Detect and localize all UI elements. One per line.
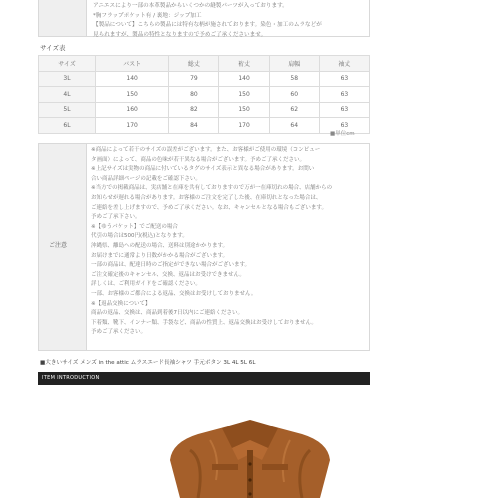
table-row bbox=[39, 102, 370, 118]
size-cell: 64 bbox=[269, 118, 319, 134]
size-cell: 170 bbox=[219, 118, 269, 134]
size-cell: 150 bbox=[96, 87, 169, 103]
notes-line: お知らせが遅れる場合があります。お客様のご注文を完了した後、在庫切れとなった場合は、 bbox=[91, 194, 322, 201]
description-line: *胸フラップポケット有 / 裏地：ジップ加工 bbox=[93, 12, 202, 19]
table-row bbox=[39, 71, 370, 87]
notes-line: ※【返品交換について】 bbox=[91, 300, 151, 307]
notes-line: 一部の商品は、配達日時のご指定ができない場合がございます。 bbox=[91, 262, 251, 269]
size-header-cell: 総丈 bbox=[169, 56, 219, 72]
notes-line: 沖縄県、離島への配送の場合、送料は別途かかります。 bbox=[91, 242, 229, 249]
notes-box bbox=[38, 143, 370, 351]
notes-line: ※【ゆうパケット】でご配送の場合 bbox=[91, 223, 178, 230]
table-row bbox=[39, 118, 370, 134]
size-unit-note: ■単位cm bbox=[330, 131, 355, 137]
size-cell: 63 bbox=[319, 118, 369, 134]
notes-line: 下着類、靴下、インナー類、手袋など、商品の性質上、返品交換はお受けしておりません。 bbox=[91, 319, 317, 326]
notes-line: 合い商品詳細ページの記載をご確認下さい。 bbox=[91, 175, 201, 182]
size-header-cell: サイズ bbox=[39, 56, 96, 72]
size-cell: 6L bbox=[39, 118, 96, 134]
size-cell: 63 bbox=[319, 71, 369, 87]
size-cell: 79 bbox=[169, 71, 219, 87]
size-cell: 3L bbox=[39, 71, 96, 87]
size-cell: 60 bbox=[269, 87, 319, 103]
description-line: 見られますが、製品の特性となりますので予めご了承くださいませ。 bbox=[93, 31, 267, 38]
size-table bbox=[38, 55, 370, 134]
size-cell: 170 bbox=[96, 118, 169, 134]
size-cell: 80 bbox=[169, 87, 219, 103]
item-introduction-label: ITEM INTRODUCTION bbox=[42, 375, 100, 381]
size-cell: 140 bbox=[96, 71, 169, 87]
notes-label: ご注意 bbox=[49, 242, 68, 249]
size-cell: 84 bbox=[169, 118, 219, 134]
size-cell: 82 bbox=[169, 102, 219, 118]
notes-line: 予めご了承下さい。 bbox=[91, 214, 141, 221]
notes-line: ※商品によって若干のサイズの誤差がございます。また、お客様がご使用の環境（コンピュー bbox=[91, 147, 321, 153]
description-line: アニエスにより一部の本革製品からいくつかの縫製パーツが入っております。 bbox=[93, 3, 288, 9]
size-header-cell: 裄丈 bbox=[219, 56, 269, 72]
notes-line: ※当方での掲載商品は、実店舗と在庫を共有しておりますので万が一在庫切れの場合、店舗からの bbox=[91, 185, 333, 192]
size-cell: 4L bbox=[39, 87, 96, 103]
jacket-photo bbox=[150, 420, 350, 498]
table-row bbox=[39, 87, 370, 103]
product-link[interactable]: ■大きいサイズ メンズ in the attic ムラスエード長袖シャツ 手元ボタン 3L 4L 5L 6L bbox=[40, 360, 256, 366]
notes-line: 商品の返品、交換は、商品到着後7日以内にご連絡ください。 bbox=[91, 310, 244, 317]
notes-line: ご注文確定後のキャンセル、交換、返品はお受けできません。 bbox=[91, 271, 245, 278]
size-cell: 63 bbox=[319, 87, 369, 103]
description-label-cell bbox=[39, 0, 87, 36]
size-cell: 160 bbox=[96, 102, 169, 118]
size-header-cell: 袖丈 bbox=[319, 56, 369, 72]
description-text bbox=[93, 2, 363, 40]
notes-line: ※上記サイズは実物の商品に付いているタグのサイズ表示と異なる場合があります。お問い bbox=[91, 166, 315, 173]
notes-label-cell bbox=[39, 144, 87, 350]
description-box bbox=[38, 0, 370, 37]
notes-line: 予めご了承ください。 bbox=[91, 329, 147, 336]
size-table-header-row bbox=[39, 56, 370, 72]
size-cell: 140 bbox=[219, 71, 269, 87]
notes-line: お届けまでに通常より日数がかかる場合がございます。 bbox=[91, 252, 229, 259]
size-cell: 150 bbox=[219, 102, 269, 118]
item-introduction-bar bbox=[38, 372, 370, 385]
notes-line: 詳しくは、ご利用ガイドをご確認ください。 bbox=[91, 281, 201, 288]
notes-line: 代引の場合は500円(税込)となります。 bbox=[91, 233, 188, 240]
size-cell: 58 bbox=[269, 71, 319, 87]
size-cell: 63 bbox=[319, 102, 369, 118]
notes-text bbox=[91, 146, 365, 338]
size-cell: 62 bbox=[269, 102, 319, 118]
description-line: 【製品について】こちらの製品には特有な柄が施されております。染色・加工のムラなどが bbox=[93, 22, 322, 28]
notes-line: タ画面）によって、商品の色味が若干異なる場合がございます。予めご了承ください。 bbox=[91, 156, 305, 163]
size-cell: 5L bbox=[39, 102, 96, 118]
size-header-cell: バスト bbox=[96, 56, 169, 72]
size-table-title: サイズ表 bbox=[40, 44, 66, 52]
notes-line: ご連絡を差し上げますので、予めご了承ください。なお、キャンセルとなる場合もございます。 bbox=[91, 204, 327, 211]
size-cell: 150 bbox=[219, 87, 269, 103]
size-header-cell: 肩幅 bbox=[269, 56, 319, 72]
notes-line: 一部、お客様のご都合による返品、交換はお受けしておりません。 bbox=[91, 290, 257, 297]
